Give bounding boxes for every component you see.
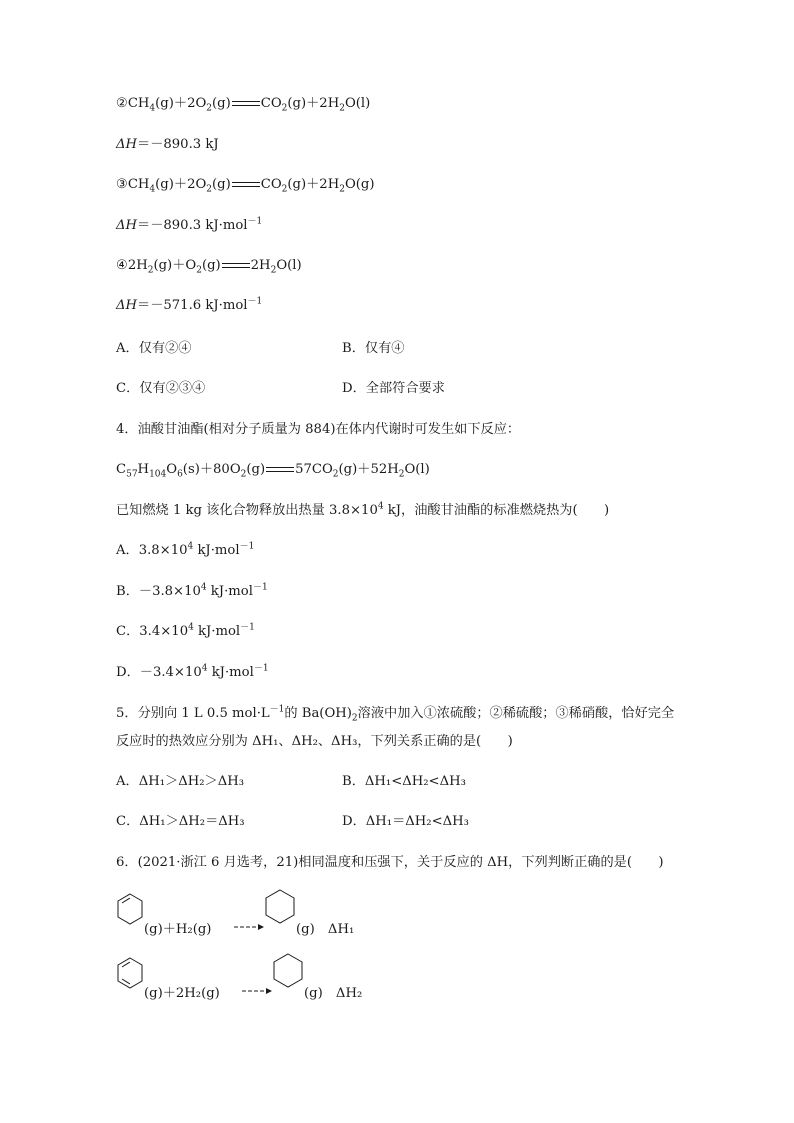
- dashed-arrow-icon: [234, 922, 264, 932]
- cyclohexene-icon: [116, 892, 144, 932]
- q4-option-a: A．$3.8\times 10^4$ kJ·mol$^{-1}$: [116, 541, 255, 558]
- q5-option-a: A．ΔH₁＞ΔH₂＞ΔH₃: [116, 774, 245, 789]
- q6-r2-left: (g)＋2H₂(g): [144, 986, 220, 1001]
- reaction-4: $④2H_2(g)+O_2(g)$ $2H_2O(l)$: [116, 258, 302, 276]
- q4-equation: $C_{57}H_{104}O_6(s)+80O_2(g)$ $57CO_2(g)+52H_2O(l)$: [116, 462, 430, 480]
- equals-sign: [232, 101, 260, 106]
- q3-option-d: D．全部符合要求: [342, 381, 445, 396]
- q4-stem: 4．油酸甘油酯(相对分子质量为 884)在体内代谢时可发生如下反应：: [116, 422, 521, 437]
- q5-option-d: D．ΔH₁＝ΔH₂<ΔH₃: [342, 814, 469, 829]
- q4-text: 已知燃烧 1 kg 该化合物释放出热量 $3.8\times 10^4$ kJ，油酸甘油酯的标准燃烧热为( ): [116, 501, 610, 518]
- q4-option-c: C．$3.4\times 10^4$ kJ·mol$^{-1}$: [116, 622, 255, 639]
- reaction-2: $②CH_4(g)+2O_2(g)$ $CO_2(g)+2H_2O(l)$: [116, 96, 371, 114]
- q3-option-c: C．仅有②③④: [116, 381, 206, 396]
- delta-h-2: ΔH＝－890.3 kJ: [116, 137, 219, 152]
- equals-sign: [232, 182, 260, 187]
- q3-option-a: A．仅有②④: [116, 341, 192, 356]
- q6-stem: 6．(2021·浙江 6 月选考，21)相同温度和压强下，关于反应的 ΔH，下列判断正确的是( ): [116, 855, 664, 870]
- equals-sign: [266, 467, 294, 472]
- q6-r1-left: (g)＋H₂(g): [144, 922, 212, 937]
- equals-sign: [222, 263, 250, 268]
- q5-stem-line1: 5．分别向 1 L 0.5 $mol\cdot L^{-1}$的 $Ba(OH)_2$溶液中加入①浓硫酸；②稀硫酸；③稀硝酸，恰好完全: [116, 704, 675, 724]
- reaction-3: $③CH_4(g)+2O_2(g)$ $CO_2(g)+2H_2O(g)$: [116, 177, 375, 195]
- q6-reaction-2: [116, 956, 516, 1000]
- q5-option-c: C．ΔH₁＞ΔH₂＝ΔH₃: [116, 814, 245, 829]
- cyclohexane-icon: [272, 952, 304, 992]
- q5-option-b: B．ΔH₁<ΔH₂<ΔH₃: [342, 774, 466, 789]
- q5-stem-line2: 反应时的热效应分别为 ΔH₁、ΔH₂、ΔH₃，下列关系正确的是( ): [116, 734, 513, 749]
- q4-option-b: B．$-3.8\times 10^4$ kJ·mol$^{-1}$: [116, 582, 268, 599]
- q3-option-b: B．仅有④: [342, 341, 405, 356]
- delta-h-4: ΔH＝－571.6 kJ·mol$^{-1}$: [116, 296, 263, 313]
- q6-r1-right: (g) ΔH₁: [296, 922, 355, 937]
- cyclohexadiene-icon: [116, 956, 144, 996]
- q6-r2-right: (g) ΔH₂: [304, 986, 363, 1001]
- dashed-arrow-icon: [242, 986, 272, 996]
- q6-reaction-1: [116, 892, 516, 936]
- delta-h-3: ΔH＝－890.3 kJ·mol$^{-1}$: [116, 216, 263, 233]
- q4-option-d: D．$-3.4\times 10^4$ kJ·mol$^{-1}$: [116, 663, 269, 680]
- cyclohexane-icon: [264, 888, 296, 928]
